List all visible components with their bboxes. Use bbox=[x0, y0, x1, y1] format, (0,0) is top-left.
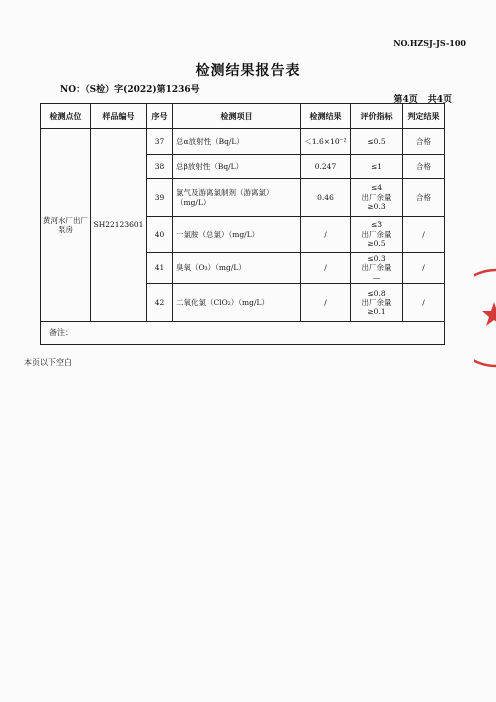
index-cell: 42 bbox=[147, 284, 173, 322]
standard-cell: ≤4 出厂余量 ≥0.3 bbox=[351, 179, 403, 217]
result-cell: ＜1.6×10⁻² bbox=[301, 129, 351, 155]
report-number: NO：（S检）字(2022)第1236号 bbox=[60, 85, 200, 95]
note-label: 备注： bbox=[41, 322, 445, 345]
result-cell: / bbox=[301, 284, 351, 322]
standard-cell: ≤0.3 出厂余量 — bbox=[351, 253, 403, 284]
page-number: 第4页 bbox=[393, 95, 418, 105]
standard-cell: ≤1 bbox=[351, 155, 403, 179]
header-verdict: 判定结果 bbox=[403, 104, 445, 129]
seal-stamp bbox=[474, 268, 496, 368]
result-cell: / bbox=[301, 253, 351, 284]
index-cell: 39 bbox=[147, 179, 173, 217]
item-cell: 一氯胺（总氯）（mg/L） bbox=[173, 217, 301, 253]
verdict-cell: 合格 bbox=[403, 129, 445, 155]
verdict-cell: 合格 bbox=[403, 179, 445, 217]
verdict-cell: / bbox=[403, 253, 445, 284]
table-row bbox=[41, 129, 445, 155]
result-cell: / bbox=[301, 217, 351, 253]
site-cell: 黄河水厂出厂泵房 bbox=[41, 129, 91, 322]
page-title: 检测结果报告表 bbox=[195, 63, 301, 79]
standard-cell: ≤0.8 出厂余量 ≥0.1 bbox=[351, 284, 403, 322]
item-cell: 氯气及游离氯制剂（游离氯）（mg/L） bbox=[173, 179, 301, 217]
index-cell: 37 bbox=[147, 129, 173, 155]
document-number: NO.HZSJ-JS-100 bbox=[393, 38, 466, 48]
note-row bbox=[41, 322, 445, 345]
seal-star bbox=[482, 302, 496, 326]
result-cell: 0.247 bbox=[301, 155, 351, 179]
verdict-cell: / bbox=[403, 284, 445, 322]
item-cell: 总α放射性（Bq/L） bbox=[173, 129, 301, 155]
index-cell: 38 bbox=[147, 155, 173, 179]
blank-below-note: 本页以下空白 bbox=[24, 358, 72, 367]
result-cell: 0.46 bbox=[301, 179, 351, 217]
header-result: 检测结果 bbox=[301, 104, 351, 129]
header-site: 检测点位 bbox=[41, 104, 91, 129]
standard-cell: ≤0.5 bbox=[351, 129, 403, 155]
verdict-cell: 合格 bbox=[403, 155, 445, 179]
table-header-row bbox=[41, 104, 445, 129]
item-cell: 二氧化氯（ClO₂）（mg/L） bbox=[173, 284, 301, 322]
header-sample-no: 样品编号 bbox=[91, 104, 147, 129]
header-standard: 评价指标 bbox=[351, 104, 403, 129]
verdict-cell: / bbox=[403, 217, 445, 253]
seal-arc bbox=[474, 270, 496, 366]
index-cell: 40 bbox=[147, 217, 173, 253]
item-cell: 臭氧（O₃）（mg/L） bbox=[173, 253, 301, 284]
page-total: 共4页 bbox=[427, 95, 452, 105]
standard-cell: ≤3 出厂余量 ≥0.5 bbox=[351, 217, 403, 253]
item-cell: 总β放射性（Bq/L） bbox=[173, 155, 301, 179]
index-cell: 41 bbox=[147, 253, 173, 284]
sample-no-cell: SH22123601 bbox=[91, 129, 147, 322]
header-index: 序号 bbox=[147, 104, 173, 129]
header-item: 检测项目 bbox=[173, 104, 301, 129]
results-table bbox=[40, 103, 445, 345]
